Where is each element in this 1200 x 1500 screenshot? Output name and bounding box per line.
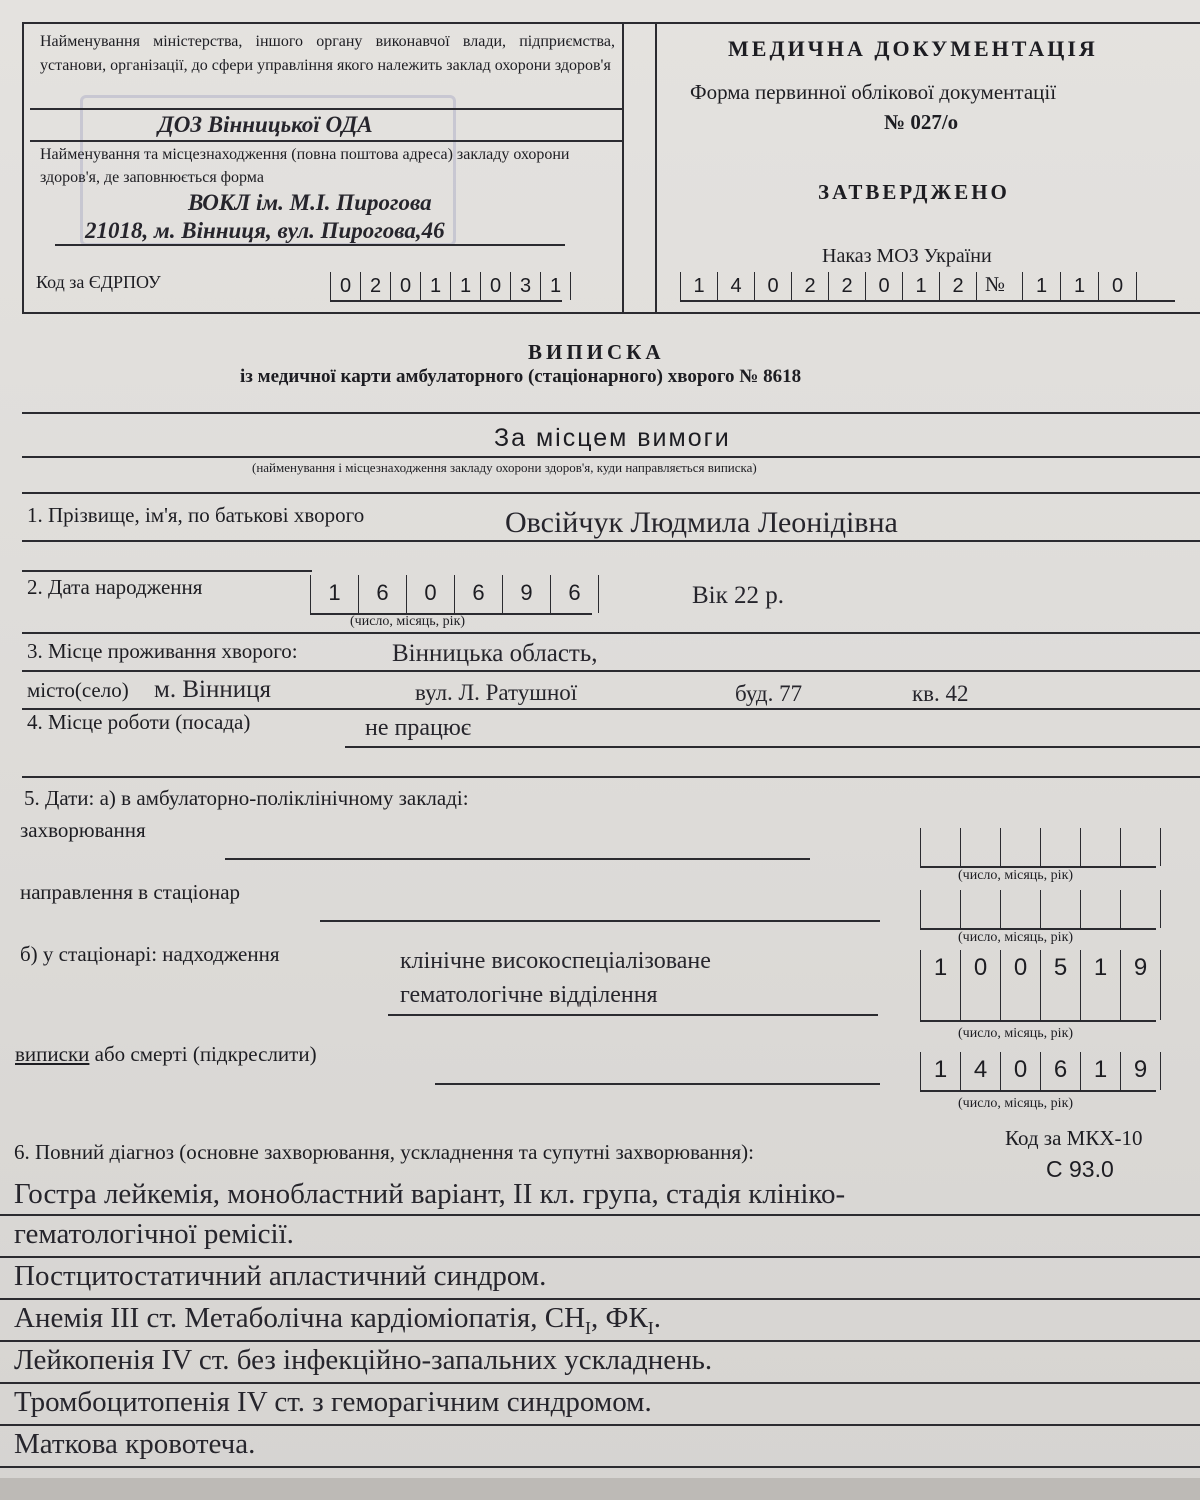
referral-date-boxes <box>920 890 1161 928</box>
discharge-date-note: (число, місяць, рік) <box>958 1096 1074 1111</box>
digit-box: 1 <box>1080 1052 1120 1090</box>
discharge-underlined: виписки <box>15 1042 90 1066</box>
order-number-sign: № <box>985 272 1006 296</box>
digit-box: 1 <box>1060 272 1098 300</box>
digit-box: 0 <box>865 272 902 300</box>
document-subheading: із медичної карти амбулаторного (стаціонарного) хворого № 8618 <box>240 366 802 387</box>
digit-box: 9 <box>1120 950 1161 1020</box>
illness-date-note: (число, місяць, рік) <box>958 868 1074 883</box>
digit-box: 6 <box>1040 1052 1080 1090</box>
admission-label: б) у стаціонарі: надходження <box>20 942 280 966</box>
digit-box <box>1000 828 1040 866</box>
patient-name-label: 1. Прізвище, ім'я, по батькові хворого <box>27 503 365 527</box>
digit-box <box>1000 890 1040 928</box>
facility-name: ВОКЛ ім. М.І. Пирогова <box>188 190 432 215</box>
dob-note: (число, місяць, рік) <box>350 614 466 629</box>
age-value: Вік 22 р. <box>692 582 785 609</box>
digit-box <box>960 828 1000 866</box>
referral-date-note: (число, місяць, рік) <box>958 930 1074 945</box>
order-date <box>680 272 977 300</box>
digit-box <box>960 890 1000 928</box>
approved-heading: ЗАТВЕРДЖЕНО <box>818 180 1010 204</box>
ministry-value: ДОЗ Вінницької ОДА <box>158 112 373 137</box>
digit-box: 1 <box>680 272 717 300</box>
digit-box <box>1080 890 1120 928</box>
diagnosis-line-1: Гостра лейкемія, монобластний варіант, ІІ кл. група, стадія клініко- <box>14 1178 846 1210</box>
digit-box <box>920 828 960 866</box>
digit-box: 1 <box>902 272 939 300</box>
digit-box: 5 <box>1040 950 1080 1020</box>
digit-box: 3 <box>510 272 540 300</box>
digit-box: 1 <box>920 950 960 1020</box>
facility-label: Найменування та місцезнаходження (повна поштова адреса) закладу охорони здоров'я, де заповнюється форма <box>40 146 570 186</box>
department-line1: клінічне високоспеціалізоване <box>400 948 711 974</box>
form-line: Форма первинної облікової документації <box>690 80 1057 104</box>
residence-region: Вінницька область, <box>392 640 598 667</box>
digit-box: 2 <box>360 272 390 300</box>
diagnosis-line-2: гематологічної ремісії. <box>14 1218 294 1250</box>
dates-label: 5. Дати: а) в амбулаторно-поліклінічному закладі: <box>24 786 469 810</box>
diagnosis-line-4-part-a: Анемія ІІІ ст. Метаболічна кардіоміопатія, СН <box>14 1302 586 1334</box>
illness-date-boxes <box>920 828 1161 866</box>
doc-title: МЕДИЧНА ДОКУМЕНТАЦІЯ <box>728 36 1098 61</box>
digit-box: 6 <box>550 575 599 613</box>
diagnosis-line-7: Маткова кровотеча. <box>14 1428 256 1460</box>
digit-box <box>1040 828 1080 866</box>
mkh-label: Код за МКХ-10 <box>1005 1126 1143 1150</box>
diagnosis-line-4-sub-2: І <box>647 1317 654 1338</box>
dob-boxes <box>310 575 599 613</box>
digit-box: 0 <box>1000 1052 1040 1090</box>
digit-box: 2 <box>791 272 828 300</box>
digit-box <box>1120 890 1161 928</box>
digit-box <box>920 890 960 928</box>
admission-date-note: (число, місяць, рік) <box>958 1026 1074 1041</box>
digit-box: 0 <box>754 272 791 300</box>
digit-box: 1 <box>310 575 358 613</box>
digit-box: 9 <box>502 575 550 613</box>
digit-box: 4 <box>717 272 754 300</box>
city-label: місто(село) <box>27 678 129 702</box>
diagnosis-label: 6. Повний діагноз (основне захворювання, ускладнення та супутні захворювання): <box>14 1140 754 1164</box>
digit-box: 1 <box>540 272 571 300</box>
discharge-date-boxes <box>920 1052 1161 1090</box>
digit-box: 0 <box>1098 272 1137 300</box>
digit-box: 1 <box>920 1052 960 1090</box>
digit-box: 9 <box>1120 1052 1161 1090</box>
building-value: буд. 77 <box>735 681 803 706</box>
digit-box: 1 <box>420 272 450 300</box>
patient-name-value: Овсійчук Людмила Леонідівна <box>505 506 898 539</box>
digit-box: 2 <box>939 272 977 300</box>
apartment-value: кв. 42 <box>912 681 969 706</box>
digit-box: 1 <box>1022 272 1060 300</box>
diagnosis-line-4-part-c: . <box>653 1302 662 1334</box>
city-value: м. Вінниця <box>154 676 271 703</box>
illness-label: захворювання <box>20 818 146 842</box>
edrpou-code <box>330 272 571 300</box>
diagnosis-line-4-part-b: , ФК <box>591 1302 648 1334</box>
digit-box: 6 <box>358 575 406 613</box>
diagnosis-line-4 <box>14 1302 661 1339</box>
digit-box: 0 <box>1000 950 1040 1020</box>
diagnosis-line-4-sub-1: І <box>585 1317 592 1338</box>
digit-box: 1 <box>450 272 480 300</box>
form-number: № 027/о <box>884 110 959 134</box>
discharge-label <box>15 1042 317 1067</box>
department-line2: гематологічне відділення <box>400 982 658 1008</box>
work-label: 4. Місце роботи (посада) <box>27 710 251 734</box>
order-number <box>1022 272 1137 300</box>
admission-date-boxes <box>920 950 1161 1020</box>
digit-box <box>1040 890 1080 928</box>
street-value: вул. Л. Ратушної <box>415 680 578 705</box>
destination-note: (найменування і місцезнаходження закладу охорони здоров'я, куди направляється виписка) <box>252 460 757 475</box>
ministry-label: Найменування міністерства, іншого органу виконавчої влади, підприємства, установи, організації, до сфери управління якого належить заклад охорони здоров'я <box>40 33 615 74</box>
digit-box: 0 <box>330 272 360 300</box>
document-heading: ВИПИСКА <box>528 340 665 364</box>
digit-box: 6 <box>454 575 502 613</box>
digit-box: 0 <box>960 950 1000 1020</box>
work-value: не працює <box>365 715 472 741</box>
edrpou-label: Код за ЄДРПОУ <box>36 272 161 292</box>
digit-box: 0 <box>406 575 454 613</box>
digit-box: 0 <box>480 272 510 300</box>
digit-box <box>1080 828 1120 866</box>
diagnosis-line-3: Постцитостатичний апластичний синдром. <box>14 1260 547 1292</box>
order-label: Наказ МОЗ України <box>822 245 992 267</box>
destination-value: За місцем вимоги <box>494 424 731 452</box>
digit-box <box>1120 828 1161 866</box>
digit-box: 1 <box>1080 950 1120 1020</box>
digit-box: 0 <box>390 272 420 300</box>
residence-label: 3. Місце проживання хворого: <box>27 639 298 663</box>
facility-address: 21018, м. Вінниця, вул. Пирогова,46 <box>85 218 445 243</box>
mkh-code: С 93.0 <box>1046 1156 1114 1182</box>
dob-label: 2. Дата народження <box>27 575 203 599</box>
photo-bottom-edge <box>0 1478 1200 1500</box>
diagnosis-line-5: Лейкопенія IV ст. без інфекційно-запальних ускладнень. <box>14 1344 713 1376</box>
digit-box: 4 <box>960 1052 1000 1090</box>
digit-box: 2 <box>828 272 865 300</box>
diagnosis-line-6: Тромбоцитопенія IV ст. з геморагічним синдромом. <box>14 1386 652 1418</box>
referral-label: направлення в стаціонар <box>20 880 241 904</box>
discharge-rest: або смерті (підкреслити) <box>94 1042 317 1066</box>
